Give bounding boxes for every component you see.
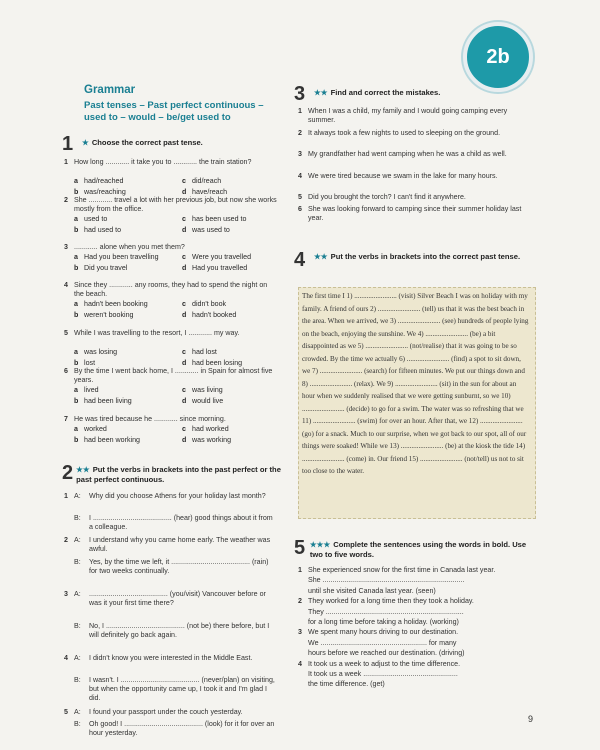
option-letter: a	[74, 215, 78, 223]
question-number: 2	[298, 128, 302, 137]
question-number: 7	[64, 415, 68, 423]
unit-badge	[463, 22, 533, 92]
mistake-text: She was looking forward to camping since their summer holiday last year.	[308, 205, 522, 223]
dialog-text: I wasn't. I ........................................ (never/plan) on visiting, but when the opportunity came up, I took it and I'm glad I did.	[89, 675, 275, 703]
speaker-label: A:	[74, 589, 81, 598]
option-text: weren't booking	[84, 310, 134, 319]
answer-option	[182, 425, 229, 434]
option-letter: a	[74, 177, 78, 185]
option-text: Had you been travelling	[84, 253, 159, 261]
question-number: 2	[64, 535, 68, 544]
option-text: had used to	[84, 225, 122, 234]
option-text: had been working	[84, 435, 141, 444]
answer-option	[74, 436, 140, 445]
dialog-text: I understand why you came home early. The weather was awful.	[89, 535, 271, 553]
exercise-number: 1	[62, 133, 74, 155]
option-letter: c	[182, 215, 186, 223]
question-text: By the time I went back home, I ............ in Spain for almost five years.	[74, 367, 273, 385]
section-subtitle: Past tenses – Past perfect continuous – used to – would – be/get used to	[84, 100, 264, 123]
answer-option	[182, 215, 246, 224]
mistake-text: My grandfather had went camping when he was a child as well.	[308, 150, 507, 159]
speaker-label: A:	[74, 654, 81, 662]
answer-option	[182, 397, 223, 406]
option-text: hadn't booked	[192, 310, 237, 319]
exercise-title: Put the verbs in brackets into the past perfect or the past perfect continuous.	[76, 465, 281, 484]
answer-option	[182, 226, 230, 235]
question-number: 4	[298, 659, 302, 668]
dialog-text: No, I ........................................ (not be) there before, but I will definitely go back again.	[89, 621, 270, 640]
question-number: 4	[298, 171, 302, 180]
transformation-text: hours before we reached our destination. (driving)	[308, 649, 465, 658]
question-number: 6	[298, 205, 302, 214]
transformation-text: They worked for a long time then they took a holiday.	[308, 597, 474, 606]
option-letter: c	[182, 300, 186, 308]
option-text: was living	[192, 386, 223, 394]
question-number: 2	[298, 597, 302, 606]
option-letter: d	[182, 310, 187, 319]
question-number: 1	[64, 492, 68, 500]
speaker-label: A:	[74, 492, 81, 500]
transformation-text: She ........................................................................	[308, 576, 465, 585]
answer-option	[182, 436, 231, 445]
answer-option	[182, 264, 247, 273]
difficulty-stars: ★★	[314, 252, 328, 261]
question-number: 2	[64, 196, 68, 204]
option-text: hadn't been booking	[84, 300, 148, 308]
question-number: 5	[64, 708, 68, 716]
question-number: 5	[298, 193, 302, 202]
mistake-text: We were tired because we swam in the lake for many hours.	[308, 171, 498, 180]
exercise-number: 4	[294, 249, 306, 271]
option-letter: b	[74, 396, 79, 405]
answer-option	[74, 300, 148, 309]
question-number: 3	[64, 589, 68, 598]
option-letter: a	[74, 425, 78, 433]
difficulty-stars: ★	[82, 138, 89, 147]
option-text: was working	[192, 435, 232, 444]
question-text: She ............ travel a lot with her previous job, but now she works mostly from the office.	[74, 196, 277, 214]
exercise-title: Find and correct the mistakes.	[330, 88, 441, 97]
option-letter: b	[74, 225, 79, 234]
difficulty-stars: ★★★	[309, 540, 331, 549]
option-letter: b	[74, 435, 79, 444]
transformation-text: We spent many hours driving to our destination.	[308, 628, 459, 637]
option-letter: a	[74, 348, 78, 356]
dialog-text: I found your passport under the couch yesterday.	[89, 708, 243, 716]
option-text: had/reached	[84, 177, 124, 185]
question-text: While I was travelling to the resort, I ............ my way.	[74, 329, 240, 337]
option-text: Had you travelled	[192, 263, 248, 272]
option-letter: c	[182, 386, 186, 394]
option-letter: c	[182, 348, 186, 356]
option-text: used to	[84, 215, 108, 223]
answer-option	[74, 348, 117, 357]
transformation-text: the time difference. (get)	[308, 680, 385, 689]
answer-option	[74, 311, 133, 320]
option-text: would live	[192, 396, 224, 405]
option-text: didn't book	[192, 300, 227, 308]
answer-option	[74, 425, 107, 434]
difficulty-stars: ★★	[314, 88, 328, 97]
question-number: 3	[298, 150, 302, 159]
option-letter: b	[74, 263, 79, 272]
question-number: 1	[298, 566, 302, 574]
speaker-label: B:	[74, 621, 81, 630]
option-letter: a	[74, 253, 78, 261]
answer-option	[74, 215, 107, 224]
question-number: 3	[64, 243, 68, 251]
answer-option	[74, 397, 132, 406]
story-text: The first time I 1) ........................ (visit) Silver Beach I was on holiday with my family. A friend of ours 2) ........................ (tell) us that it was the best beach in the area. When we arrived, we 3) ........................ (see) hundreds of people lying on the beach, enjoying the sunshine. We 4) ........................ (be) a bit disappointed as we 5) ........................ (not/realise) that it was going to be so crowded. By the time we actually 6) ........................ (find) a spot to sit down, we 7) ........................ (search) for fifteen minutes. We put our things down and 8) ........................ (relax). We 9) ........................ (sit) in the sun for about an hour when we suddenly realised that we were getting sunburnt, so we 10) ........................ (decide) to go for a swim. The water was so refreshing that we 11) ........................ (swim) for over an hour. After that, we 12) ........................ (go) for a snack. Much to our surprise, when we got back to our spot, all of our things were soaked! While we 13) ........................ (be) at the kiosk the tide 14) ........................ (come) in. Our friend 15) ........................ (not/tell) us not to sit too close to the water.	[302, 292, 529, 475]
transformation-text: It took us a week ................................................	[308, 670, 458, 678]
speaker-label: A:	[74, 535, 81, 544]
option-letter: a	[74, 386, 78, 394]
question-number: 3	[298, 628, 302, 637]
answer-option	[74, 177, 123, 186]
speaker-label: B:	[74, 719, 81, 728]
option-text: lived	[84, 386, 99, 394]
question-text: Since they ............ any rooms, they had to spend the night on the beach.	[74, 281, 268, 299]
transformation-text: She experienced snow for the first time in Canada last year.	[308, 566, 496, 574]
dialog-text: ........................................ (you/visit) Vancouver before or was it your first time there?	[89, 589, 266, 607]
answer-option	[74, 386, 99, 395]
option-letter: c	[182, 253, 186, 261]
transformation-text: It took us a week to adjust to the time difference.	[308, 659, 461, 668]
option-letter: d	[182, 225, 187, 234]
question-number: 6	[64, 367, 68, 375]
question-text: He was tired because he ............ since morning.	[74, 415, 226, 423]
exercise-number: 2	[62, 462, 74, 484]
answer-option	[74, 226, 121, 235]
dialog-text: I didn't know you were interested in the Middle East.	[89, 654, 253, 662]
option-letter: d	[182, 358, 187, 367]
option-text: Were you travelled	[192, 253, 252, 261]
option-letter: d	[182, 435, 187, 444]
option-text: had worked	[192, 425, 229, 433]
page-number: 9	[528, 714, 534, 724]
question-number: 1	[298, 107, 302, 115]
exercise-5-header	[294, 538, 534, 559]
exercise-1-header	[62, 134, 284, 154]
transformation-text: for a long time before taking a holiday. (working)	[308, 618, 459, 626]
dialog-text: Why did you choose Athens for your holiday last month?	[89, 492, 266, 500]
exercise-title: Put the verbs in brackets into the correct past tense.	[330, 252, 521, 261]
option-text: have/reach	[192, 187, 228, 196]
answer-option	[182, 348, 217, 357]
option-letter: b	[74, 358, 79, 367]
exercise-title: Choose the correct past tense.	[91, 138, 203, 147]
option-text: was/reaching	[84, 187, 126, 196]
option-text: lost	[84, 358, 96, 367]
dialog-text: Yes, by the time we left, it ........................................ (rain) for two weeks continually.	[89, 557, 269, 575]
mistake-text: Did you brought the torch? I can't find it anywhere.	[308, 193, 466, 202]
question-number: 5	[64, 329, 68, 337]
option-letter: c	[182, 177, 186, 185]
option-text: had been living	[84, 396, 132, 405]
option-letter: d	[182, 396, 187, 405]
option-letter: d	[182, 263, 187, 272]
speaker-label: B:	[74, 557, 81, 566]
question-number: 4	[64, 281, 68, 289]
answer-option	[182, 311, 236, 320]
option-text: has been used to	[192, 215, 247, 223]
option-letter: d	[182, 187, 187, 196]
question-number: 4	[64, 654, 68, 662]
dialog-text: Oh good! I ........................................ (look) for it for over an hour yesterday.	[89, 719, 275, 737]
question-number: 1	[64, 158, 68, 166]
option-letter: b	[74, 187, 79, 196]
unit-label: 2b	[486, 45, 510, 68]
answer-option	[182, 300, 226, 309]
transformation-text: until she visited Canada last year. (seen)	[308, 586, 436, 595]
mistake-text: It always took a few nights to used to sleeping on the ground.	[308, 128, 501, 137]
question-text: How long ............ it take you to ............ the train station?	[74, 158, 252, 166]
section-title: Grammar	[84, 84, 136, 96]
dialog-text: I ........................................ (hear) good things about it from a colleague.	[89, 513, 273, 532]
answer-option	[74, 264, 127, 273]
answer-option	[182, 177, 221, 186]
answer-option	[74, 253, 159, 262]
mistake-text: When I was a child, my family and I would going camping every summer.	[308, 107, 508, 125]
answer-option	[182, 253, 251, 262]
option-text: had been losing	[192, 358, 243, 367]
exercise-2-header	[62, 463, 284, 484]
option-text: did/reach	[192, 177, 222, 185]
exercise-title: Complete the sentences using the words in bold. Use two to five words.	[309, 540, 527, 559]
option-text: had lost	[192, 348, 217, 356]
question-text: ............ alone when you met them?	[74, 243, 185, 251]
speaker-label: A:	[74, 708, 81, 716]
speaker-label: B:	[74, 675, 81, 684]
option-text: Did you travel	[84, 263, 128, 272]
transformation-text: We ...................................................... for many	[308, 638, 457, 647]
option-text: was losing	[84, 348, 118, 356]
difficulty-stars: ★★	[76, 465, 90, 474]
option-text: worked	[84, 425, 107, 433]
transformation-text: They ......................................................................	[308, 607, 464, 616]
option-letter: c	[182, 425, 186, 433]
exercise-3-header	[294, 84, 534, 104]
option-text: was used to	[192, 225, 230, 234]
option-letter: a	[74, 300, 78, 308]
exercise-number: 3	[294, 83, 306, 105]
exercise-4-header	[294, 250, 534, 270]
speaker-label: B:	[74, 513, 81, 522]
option-letter: b	[74, 310, 79, 319]
exercise-number: 5	[294, 537, 306, 559]
answer-option	[182, 386, 223, 395]
